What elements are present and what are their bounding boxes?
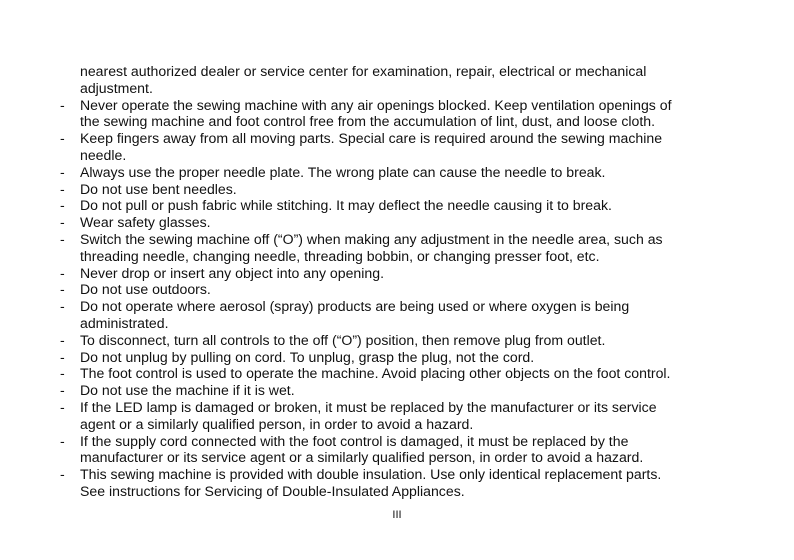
list-item	[60, 433, 760, 467]
text-line: Never drop or insert any object into any opening.	[80, 264, 384, 281]
text-line: Do not use outdoors.	[80, 281, 211, 298]
text-line: Switch the sewing machine off (“O”) when making any adjustment in the needle area, such as	[80, 230, 663, 247]
list-item	[60, 365, 760, 382]
text-line: adjustment.	[80, 79, 153, 96]
text-line: Do not use bent needles.	[80, 180, 237, 197]
list-item	[60, 399, 760, 433]
bullet-dash: -	[60, 298, 65, 315]
list-item	[60, 130, 760, 164]
bullet-dash: -	[60, 281, 65, 298]
text-line: See instructions for Servicing of Double-Insulated Appliances.	[80, 482, 465, 499]
text-line: the sewing machine and foot control free from the accumulation of lint, dust, and loose cloth.	[80, 113, 656, 130]
bullet-dash: -	[60, 214, 65, 231]
bullet-dash: -	[60, 96, 65, 113]
bullet-dash: -	[60, 466, 65, 483]
list-item	[60, 214, 760, 231]
text-line: Do not pull or push fabric while stitching. It may deflect the needle causing it to break.	[80, 197, 612, 214]
text-line: The foot control is used to operate the machine. Avoid placing other objects on the foot control.	[80, 365, 671, 382]
list-item	[60, 349, 760, 366]
list-item	[60, 181, 760, 198]
text-line: To disconnect, turn all controls to the off (“O”) position, then remove plug from outlet.	[80, 331, 606, 348]
text-line: Do not use the machine if it is wet.	[80, 382, 295, 399]
page-number: III	[392, 509, 402, 521]
safety-instructions	[60, 63, 760, 500]
bullet-dash: -	[60, 130, 65, 147]
text-line: If the supply cord connected with the foot control is damaged, it must be replaced by the	[80, 432, 629, 449]
text-line: Always use the proper needle plate. The wrong plate can cause the needle to break.	[80, 163, 606, 180]
list-item	[60, 231, 760, 265]
continued-paragraph	[60, 63, 760, 97]
bullet-dash: -	[60, 180, 65, 197]
list-item	[60, 164, 760, 181]
bullet-dash: -	[60, 230, 65, 247]
list-item	[60, 332, 760, 349]
text-line: Do not unplug by pulling on cord. To unplug, grasp the plug, not the cord.	[80, 348, 535, 365]
text-line: Wear safety glasses.	[80, 214, 211, 231]
bullet-dash: -	[60, 382, 65, 399]
text-line: Keep fingers away from all moving parts. Special care is required around the sewing machine	[80, 130, 663, 147]
list-item	[60, 382, 760, 399]
text-line: needle.	[80, 146, 127, 163]
list-item	[60, 298, 760, 332]
text-line: If the LED lamp is damaged or broken, it must be replaced by the manufacturer or its service	[80, 398, 657, 415]
text-line: agent or a similarly qualified person, in order to avoid a hazard.	[80, 415, 474, 432]
list-item	[60, 265, 760, 282]
text-line: Never operate the sewing machine with any air openings blocked. Keep ventilation openings of	[80, 96, 672, 113]
list-item	[60, 281, 760, 298]
text-line: This sewing machine is provided with double insulation. Use only identical replacement parts.	[80, 466, 662, 483]
text-line: threading needle, changing needle, threading bobbin, or changing presser foot, etc.	[80, 247, 600, 264]
bullet-dash: -	[60, 398, 65, 415]
bullet-dash: -	[60, 432, 65, 449]
text-line: nearest authorized dealer or service center for examination, repair, electrical or mechanical	[80, 63, 647, 79]
text-line: Do not operate where aerosol (spray) products are being used or where oxygen is being	[80, 298, 630, 315]
list-item	[60, 466, 760, 500]
list-item	[60, 97, 760, 131]
bullet-dash: -	[60, 264, 65, 281]
list-item	[60, 197, 760, 214]
text-line: manufacturer or its service agent or a similarly qualified person, in order to avoid a hazard.	[80, 449, 644, 466]
bullet-dash: -	[60, 163, 65, 180]
bullet-dash: -	[60, 331, 65, 348]
bullet-dash: -	[60, 348, 65, 365]
bullet-dash: -	[60, 197, 65, 214]
text-line: administrated.	[80, 314, 169, 331]
bullet-dash: -	[60, 365, 65, 382]
